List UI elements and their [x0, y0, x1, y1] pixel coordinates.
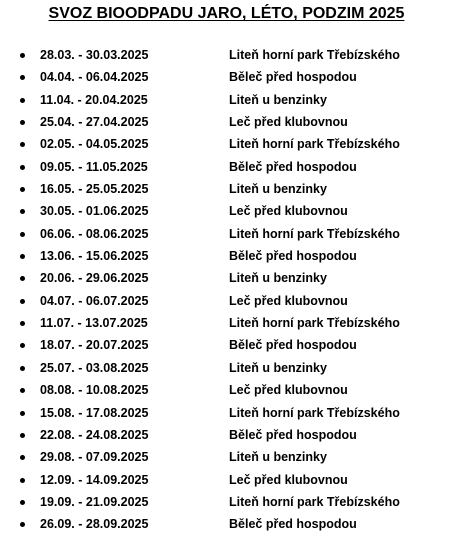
bullet-icon	[20, 522, 25, 527]
date-range: 19.09. - 21.09.2025	[40, 494, 149, 509]
pickup-location: Běleč před hospodou	[229, 249, 357, 264]
pickup-location: Běleč před hospodou	[229, 159, 357, 174]
list-item	[0, 312, 453, 334]
bullet-icon	[20, 433, 25, 438]
list-item	[0, 44, 453, 66]
schedule-list	[0, 44, 453, 536]
bullet-icon	[20, 120, 25, 125]
bullet-icon	[20, 53, 25, 58]
pickup-location: Liteň u benzinky	[229, 450, 327, 465]
bullet-icon	[20, 98, 25, 103]
list-item	[0, 223, 453, 245]
date-range: 16.05. - 25.05.2025	[40, 182, 149, 197]
date-range: 25.07. - 03.08.2025	[40, 360, 149, 375]
pickup-location: Liteň horní park Třebízského	[229, 405, 400, 420]
bullet-icon	[20, 299, 25, 304]
date-range: 08.08. - 10.08.2025	[40, 383, 149, 398]
date-range: 11.04. - 20.04.2025	[40, 92, 148, 107]
bullet-icon	[20, 232, 25, 237]
bullet-icon	[20, 75, 25, 80]
list-item	[0, 290, 453, 312]
list-item	[0, 334, 453, 356]
pickup-location: Liteň horní park Třebízského	[229, 137, 400, 152]
pickup-location: Liteň horní park Třebízského	[229, 226, 400, 241]
pickup-location: Liteň u benzinky	[229, 271, 327, 286]
pickup-location: Liteň horní park Třebízského	[229, 494, 400, 509]
pickup-location: Běleč před hospodou	[229, 70, 357, 85]
list-item	[0, 402, 453, 424]
list-item	[0, 379, 453, 401]
date-range: 15.08. - 17.08.2025	[40, 405, 149, 420]
date-range: 09.05. - 11.05.2025	[40, 159, 148, 174]
bullet-icon	[20, 411, 25, 416]
pickup-location: Leč před klubovnou	[229, 293, 348, 308]
list-item	[0, 357, 453, 379]
date-range: 30.05. - 01.06.2025	[40, 204, 149, 219]
bullet-icon	[20, 455, 25, 460]
list-item	[0, 156, 453, 178]
date-range: 22.08. - 24.08.2025	[40, 427, 149, 442]
bullet-icon	[20, 478, 25, 483]
pickup-location: Liteň u benzinky	[229, 182, 327, 197]
bullet-icon	[20, 343, 25, 348]
date-range: 06.06. - 08.06.2025	[40, 226, 149, 241]
pickup-location: Běleč před hospodou	[229, 517, 357, 532]
bullet-icon	[20, 276, 25, 281]
date-range: 04.04. - 06.04.2025	[40, 70, 149, 85]
pickup-location: Leč před klubovnou	[229, 383, 348, 398]
date-range: 29.08. - 07.09.2025	[40, 450, 149, 465]
bullet-icon	[20, 254, 25, 259]
date-range: 04.07. - 06.07.2025	[40, 293, 149, 308]
bullet-icon	[20, 142, 25, 147]
bullet-icon	[20, 209, 25, 214]
list-item	[0, 66, 453, 88]
pickup-location: Běleč před hospodou	[229, 427, 357, 442]
pickup-location: Leč před klubovnou	[229, 115, 348, 130]
list-item	[0, 200, 453, 222]
list-item	[0, 424, 453, 446]
page-title: SVOZ BIOODPADU JARO, LÉTO, PODZIM 2025	[48, 5, 405, 22]
pickup-location: Liteň horní park Třebízského	[229, 316, 400, 331]
date-range: 25.04. - 27.04.2025	[40, 115, 149, 130]
date-range: 28.03. - 30.03.2025	[40, 48, 149, 62]
list-item	[0, 513, 453, 535]
list-item	[0, 267, 453, 289]
pickup-location: Liteň horní park Třebízského	[229, 48, 400, 62]
date-range: 11.07. - 13.07.2025	[40, 316, 148, 331]
pickup-location: Běleč před hospodou	[229, 338, 357, 353]
date-range: 02.05. - 04.05.2025	[40, 137, 149, 152]
date-range: 13.06. - 15.06.2025	[40, 249, 149, 264]
list-item	[0, 111, 453, 133]
bullet-icon	[20, 366, 25, 371]
bullet-icon	[20, 321, 25, 326]
list-item	[0, 133, 453, 155]
date-range: 18.07. - 20.07.2025	[40, 338, 149, 353]
bullet-icon	[20, 187, 25, 192]
list-item	[0, 245, 453, 267]
pickup-location: Liteň u benzinky	[229, 360, 327, 375]
list-item	[0, 491, 453, 513]
bullet-icon	[20, 500, 25, 505]
bullet-icon	[20, 165, 25, 170]
list-item	[0, 446, 453, 468]
date-range: 20.06. - 29.06.2025	[40, 271, 149, 286]
pickup-location: Liteň u benzinky	[229, 92, 327, 107]
list-item	[0, 89, 453, 111]
date-range: 26.09. - 28.09.2025	[40, 517, 149, 532]
bullet-icon	[20, 388, 25, 393]
date-range: 12.09. - 14.09.2025	[40, 472, 149, 487]
pickup-location: Leč před klubovnou	[229, 472, 348, 487]
pickup-location: Leč před klubovnou	[229, 204, 348, 219]
list-item	[0, 178, 453, 200]
list-item	[0, 469, 453, 491]
